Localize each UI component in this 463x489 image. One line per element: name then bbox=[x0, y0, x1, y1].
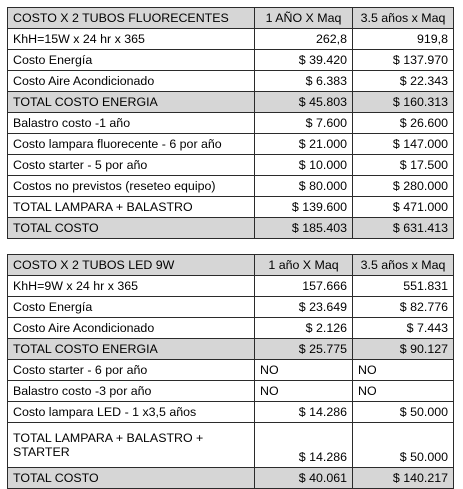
value-one-year: $ 25.775 bbox=[255, 339, 353, 360]
row-label: Costo Energía bbox=[8, 297, 255, 318]
table-row bbox=[8, 176, 454, 197]
value-three-half-years: $ 280.000 bbox=[353, 176, 454, 197]
led-cost-table bbox=[7, 254, 454, 489]
row-label: Costos no previstos (reseteo equipo) bbox=[8, 176, 255, 197]
value-one-year: 157.666 bbox=[255, 276, 353, 297]
fluorescent-cost-table bbox=[7, 7, 454, 239]
value-one-year: $ 14.286 bbox=[255, 402, 353, 423]
table-row bbox=[8, 381, 454, 402]
row-label: TOTAL COSTO ENERGIA bbox=[8, 92, 255, 113]
value-one-year: 262,8 bbox=[255, 29, 353, 50]
value-one-year: $ 6.383 bbox=[255, 71, 353, 92]
value-one-year: $ 39.420 bbox=[255, 50, 353, 71]
row-label: Costo lampara fluorecente - 6 por año bbox=[8, 134, 255, 155]
row-label: KhH=15W x 24 hr x 365 bbox=[8, 29, 255, 50]
table-row bbox=[8, 318, 454, 339]
value-three-half-years: $ 26.600 bbox=[353, 113, 454, 134]
table-row bbox=[8, 423, 454, 468]
value-three-half-years: $ 140.217 bbox=[353, 468, 454, 489]
header-concept: COSTO X 2 TUBOS LED 9W bbox=[8, 255, 255, 276]
row-label: Balastro costo -3 por año bbox=[8, 381, 255, 402]
row-label: Balastro costo -1 año bbox=[8, 113, 255, 134]
table-row bbox=[8, 50, 454, 71]
value-three-half-years: $ 50.000 bbox=[353, 423, 454, 468]
value-three-half-years: $ 17.500 bbox=[353, 155, 454, 176]
row-label: KhH=9W x 24 hr x 365 bbox=[8, 276, 255, 297]
table-header-row bbox=[8, 255, 454, 276]
value-one-year: $ 23.649 bbox=[255, 297, 353, 318]
row-label: Costo Aire Acondicionado bbox=[8, 318, 255, 339]
value-three-half-years: $ 50.000 bbox=[353, 402, 454, 423]
table-row bbox=[8, 276, 454, 297]
row-label: TOTAL COSTO bbox=[8, 218, 255, 239]
value-three-half-years: $ 471.000 bbox=[353, 197, 454, 218]
table-row bbox=[8, 402, 454, 423]
value-one-year: NO bbox=[255, 360, 353, 381]
value-three-half-years: 919,8 bbox=[353, 29, 454, 50]
header-three-half-years: 3.5 años x Maq bbox=[353, 255, 454, 276]
table-row bbox=[8, 468, 454, 489]
table-row bbox=[8, 197, 454, 218]
value-one-year: $ 7.600 bbox=[255, 113, 353, 134]
row-label: Costo starter - 6 por año bbox=[8, 360, 255, 381]
value-one-year: $ 10.000 bbox=[255, 155, 353, 176]
table-header-row bbox=[8, 8, 454, 29]
value-one-year: $ 185.403 bbox=[255, 218, 353, 239]
row-label: TOTAL COSTO bbox=[8, 468, 255, 489]
header-one-year: 1 año X Maq bbox=[255, 255, 353, 276]
value-one-year: $ 80.000 bbox=[255, 176, 353, 197]
value-one-year: $ 14.286 bbox=[255, 423, 353, 468]
row-label: TOTAL LAMPARA + BALASTRO bbox=[8, 197, 255, 218]
table-row bbox=[8, 134, 454, 155]
value-one-year: $ 40.061 bbox=[255, 468, 353, 489]
header-one-year: 1 AÑO X Maq bbox=[255, 8, 353, 29]
table-row bbox=[8, 218, 454, 239]
row-label: TOTAL COSTO ENERGIA bbox=[8, 339, 255, 360]
value-three-half-years: NO bbox=[353, 381, 454, 402]
row-label: Costo starter - 5 por año bbox=[8, 155, 255, 176]
value-three-half-years: $ 631.413 bbox=[353, 218, 454, 239]
header-concept: COSTO X 2 TUBOS FLUORECENTES bbox=[8, 8, 255, 29]
value-three-half-years: $ 137.970 bbox=[353, 50, 454, 71]
value-one-year: $ 139.600 bbox=[255, 197, 353, 218]
table-row bbox=[8, 113, 454, 134]
row-label: TOTAL LAMPARA + BALASTRO + STARTER bbox=[8, 423, 255, 468]
value-three-half-years: $ 22.343 bbox=[353, 71, 454, 92]
table-row bbox=[8, 92, 454, 113]
value-one-year: $ 21.000 bbox=[255, 134, 353, 155]
value-three-half-years: $ 160.313 bbox=[353, 92, 454, 113]
table-row bbox=[8, 155, 454, 176]
table-row bbox=[8, 29, 454, 50]
table-row bbox=[8, 339, 454, 360]
value-one-year: $ 2.126 bbox=[255, 318, 353, 339]
row-label: Costo lampara LED - 1 x3,5 años bbox=[8, 402, 255, 423]
value-three-half-years: $ 147.000 bbox=[353, 134, 454, 155]
header-three-half-years: 3.5 años x Maq bbox=[353, 8, 454, 29]
table-row bbox=[8, 71, 454, 92]
value-three-half-years: $ 82.776 bbox=[353, 297, 454, 318]
value-three-half-years: 551.831 bbox=[353, 276, 454, 297]
value-one-year: NO bbox=[255, 381, 353, 402]
row-label: Costo Aire Acondicionado bbox=[8, 71, 255, 92]
table-row bbox=[8, 360, 454, 381]
led-table-body bbox=[8, 255, 454, 489]
value-three-half-years: NO bbox=[353, 360, 454, 381]
row-label: Costo Energía bbox=[8, 50, 255, 71]
fluorescent-table-body bbox=[8, 8, 454, 239]
value-one-year: $ 45.803 bbox=[255, 92, 353, 113]
value-three-half-years: $ 7.443 bbox=[353, 318, 454, 339]
value-three-half-years: $ 90.127 bbox=[353, 339, 454, 360]
table-row bbox=[8, 297, 454, 318]
